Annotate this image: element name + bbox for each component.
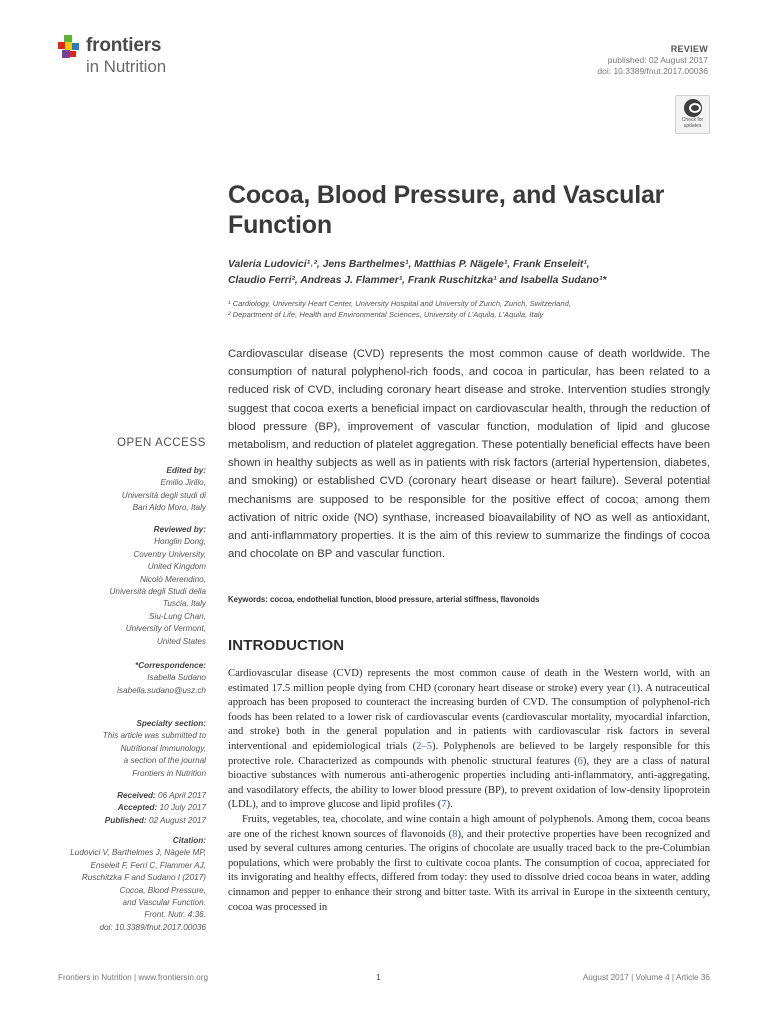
paragraph	[228, 813, 710, 915]
reviewer-line: Tuscia, Italy	[162, 599, 206, 609]
citation-line: Ludovici V, Barthelmes J, Nägele MP,	[70, 848, 206, 858]
reviewer-line: Honglin Dong,	[154, 537, 206, 547]
reviewer-line: Coventry University,	[133, 549, 206, 559]
citation-link[interactable]: 2–5	[416, 740, 432, 752]
accepted-value: 10 July 2017	[159, 803, 206, 813]
citation-doi[interactable]: doi: 10.3389/fnut.2017.00036	[99, 922, 206, 932]
article-type: REVIEW	[670, 44, 708, 54]
citation-line: Enseleit F, Ferri C, Flammer AJ,	[90, 860, 206, 870]
citation-link[interactable]: 6	[577, 755, 583, 767]
text-run: Cardiovascular disease (CVD) represents the most common cause of death in the Western world, with an estimated 17.5 million people dying from CHD (coronary heart disease or stroke) every year (	[228, 668, 710, 694]
check-for-updates-button[interactable]	[675, 95, 710, 134]
check-updates-icon	[684, 99, 702, 117]
paragraph	[228, 667, 710, 813]
journal-logo[interactable]	[58, 33, 198, 83]
citation-line: Ruschitzka F and Sudano I (2017)	[81, 873, 206, 883]
received-value: 06 April 2017	[158, 791, 206, 800]
reviewed-by-label: Reviewed by:	[153, 525, 206, 534]
specialty-line: Frontiers in Nutrition	[132, 768, 206, 778]
authors-line-1: Valeria Ludovici¹˒², Jens Barthelmes¹, Matthias P. Nägele¹, Frank Enseleit¹,	[228, 259, 590, 270]
open-access-label: OPEN ACCESS	[116, 437, 206, 449]
citation-block	[52, 835, 206, 934]
editor-line: Bari Aldo Moro, Italy	[132, 503, 206, 513]
published-label: Published:	[104, 815, 147, 825]
reviewer-line: United Kingdom	[147, 562, 206, 572]
specialty-line: Nutritional Immunology,	[120, 743, 206, 753]
reviewer-line: Nicolò Merendino,	[140, 574, 206, 584]
citation-line: and Vascular Function.	[122, 898, 206, 908]
article-meta	[597, 44, 708, 77]
affiliation-1: ¹ Cardiology, University Heart Center, University Hospital and University of Zurich, Zurich, Switzerland,	[228, 299, 571, 308]
citation-label: Citation:	[172, 836, 206, 845]
journal-name-word2: in Nutrition	[86, 57, 167, 76]
affiliation-2: ² Department of Life, Health and Environmental Sciences, University of L’Aquila, L’Aquila, Italy	[228, 309, 544, 319]
received-label: Received:	[117, 791, 156, 800]
accepted-label: Accepted:	[117, 803, 158, 813]
authors-line-2: Claudio Ferri², Andreas J. Flammer¹, Frank Ruschitzka¹ and Isabella Sudano¹*	[228, 275, 607, 286]
abstract: Cardiovascular disease (CVD) represents the most common cause of death worldwide. The consumption of natural polyphenol-rich foods, and cocoa in particular, has been related to a reduced risk of CVD, including coronary heart disease and stroke. Intervention studies strongly suggest that cocoa exerts a beneficial impact on cardiovascular health, through the reduction of blood pressure (BP), improvement of vascular function, modulation of lipid and glucose metabolism, and reduction of platelet aggregation. These potentially beneficial effects have been shown in healthy subjects as well as in patients with risk factors (arterial hypertension, diabetes, and smoking) or established CVD (coronary heart disease or heart failure). Several potential mechanisms are supposed to be responsible for the positive effect of cocoa; among them activation of nitric oxide (NO) synthase, increased bioavailability of NO as well as antioxidant, and anti-inflammatory properties. It is the aim of this review to summarize the findings of cocoa and chocolate on BP and vascular function.	[228, 348, 710, 561]
dates-block	[52, 790, 206, 827]
affiliations	[228, 299, 698, 320]
check-updates-label: Check for updates	[681, 117, 704, 129]
editor-line: Università degli studi di	[121, 490, 206, 500]
body-text	[228, 667, 710, 915]
page-number: 1	[376, 973, 381, 982]
article-title: Cocoa, Blood Pressure, and Vascular Function	[228, 181, 665, 239]
reviewer-line: United States	[156, 636, 206, 646]
specialty-line: This article was submitted to	[102, 731, 206, 741]
correspondence-block	[52, 660, 206, 697]
accepted-date	[52, 802, 206, 814]
specialty-line: a section of the journal	[123, 756, 206, 766]
reviewer-line: University of Vermont,	[125, 624, 206, 634]
author-list	[228, 257, 698, 289]
correspondence-label: *Correspondence:	[135, 661, 206, 670]
specialty-block	[52, 718, 206, 780]
reviewer-line: Siu-Lung Chan,	[149, 611, 206, 621]
footer-journal-link[interactable]: Frontiers in Nutrition | www.frontiersin.org	[58, 973, 209, 982]
received-date	[52, 790, 206, 802]
doi-link[interactable]: doi: 10.3389/fnut.2017.00036	[597, 66, 708, 76]
frontiers-logo-icon	[58, 35, 82, 61]
footer-issue-info: August 2017 | Volume 4 | Article 36	[582, 973, 710, 982]
reviewer-line: Università degli Studi della	[109, 587, 206, 597]
correspondence-email[interactable]: isabella.sudano@usz.ch	[117, 685, 206, 695]
text-run: ), and their protective properties have been recognized and used by several cultures among centuries. The origins of chocolate are usually traced back to the pre-Columbian populations, which were probably the first to cultivate cocoa plants. The consumption of cocoa, appreciated for its invigorating and healthy effects, differed from today: they used to dissolve dried cocoa beans in water, adding cinnamon and pepper to enhance their strong and bitter taste. With its arrival in Europe in the sixteenth century, cocoa was processed in	[228, 828, 710, 913]
published-value: 02 August 2017	[148, 815, 206, 825]
specialty-label: Specialty section:	[136, 719, 206, 728]
text-run: Fruits, vegetables, tea, chocolate, and wine contain a high amount of polyphenols. Among them, cocoa beans are one of the richest known sources of flavonoids (	[228, 813, 710, 840]
citation-line: Cocoa, Blood Pressure,	[119, 885, 206, 895]
reviewed-by-block	[52, 524, 206, 648]
editor-line: Emilio Jirillo,	[160, 478, 206, 488]
edited-by-label: Edited by:	[166, 466, 206, 475]
citation-link[interactable]: 7	[441, 799, 447, 811]
citation-line: Front. Nutr. 4:36.	[144, 910, 206, 920]
keywords: Keywords: cocoa, endothelial function, blood pressure, arterial stiffness, flavonoids	[228, 595, 540, 604]
published-date-side	[52, 815, 206, 827]
section-heading-introduction: INTRODUCTION	[228, 637, 345, 654]
text-run: ), they are a class of natural bioactive substances with numerous anti-atherogenic properties including anti-inflammatory, anti-aggregating, and vasodilatory effects, the ability to lower blood pressure (BP), to prevent oxidation of low-density lipoprotein (LDL), and to improve glucose and lipid profiles (	[228, 755, 710, 811]
text-run: ).	[446, 799, 453, 811]
citation-link[interactable]: 1	[631, 682, 637, 694]
text-run: ). Polyphenols are believed to be largely responsible for this protective role. Characterized as compounds with phenolic structural features (	[228, 740, 710, 767]
correspondence-name: Isabella Sudano	[147, 673, 206, 683]
published-date: published: 02 August 2017	[607, 55, 708, 65]
text-run: ). A nutraceutical approach has been proposed to counteract the increasing burden of CVD. The consumption of polyphenol-rich foods has been related to a lower risk of cardiovascular events (cardiovascular mortality, myocardial infarction, and stroke) both in the general population and in patients with cardiovascular risk factors in several interventional and epidemiological trials (	[228, 682, 710, 752]
journal-name-word1: frontiers	[86, 35, 162, 56]
edited-by-block	[52, 465, 206, 515]
citation-link[interactable]: 8	[452, 828, 458, 840]
